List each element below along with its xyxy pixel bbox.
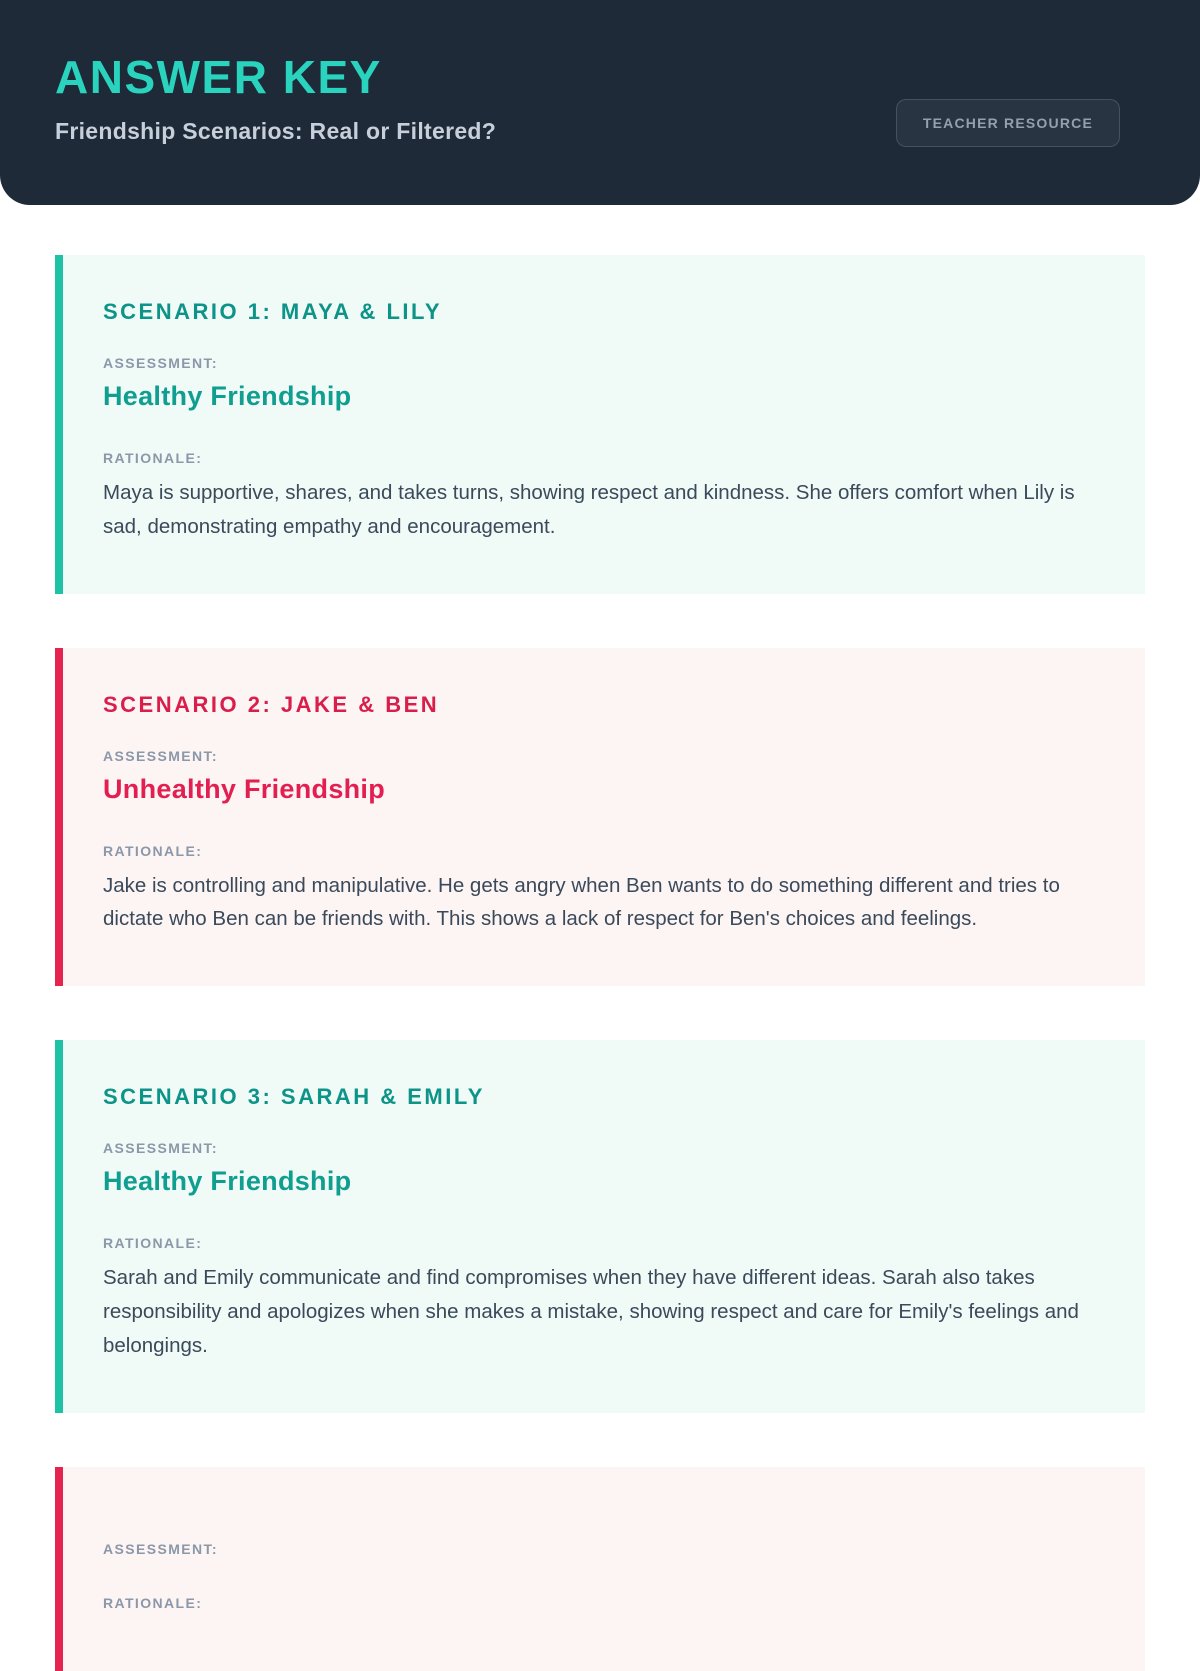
page-subtitle: Friendship Scenarios: Real or Filtered?: [55, 118, 497, 144]
header: [0, 0, 1200, 205]
rationale-label: RATIONALE:: [103, 842, 203, 859]
assessment-label: ASSESSMENT:: [103, 1140, 218, 1157]
scenario-title: SCENARIO 2: JAKE & BEN: [103, 691, 440, 717]
rationale-label: RATIONALE:: [103, 450, 203, 466]
scenario-card: [55, 648, 1145, 987]
teacher-resource-badge: TEACHER RESOURCE: [896, 99, 1120, 147]
rationale-text: Maya is supportive, shares, and takes turns, showing respect and kindness. She offers comfort when Lily is sad, demonstrating empathy and encouragement.: [103, 481, 1075, 538]
scenario-title: SCENARIO 1: MAYA & LILY: [103, 299, 443, 324]
rationale-label: RATIONALE:: [103, 1235, 203, 1252]
assessment-value: Unhealthy Friendship: [103, 773, 386, 804]
rationale-text: Sarah and Emily communicate and find compromises when they have different ideas. Sarah also takes responsibility and apologizes when she makes a mistake, showing respect and care for Emily's feelings and belongings.: [103, 1266, 1079, 1357]
scenario-title: SCENARIO 3: SARAH & EMILY: [103, 1084, 485, 1110]
assessment-label: ASSESSMENT:: [103, 1540, 218, 1557]
scenario-card: [55, 255, 1145, 594]
rationale-text: Jake is controlling and manipulative. He gets angry when Ben wants to do something different and tries to dictate who Ben can be friends with. This shows a lack of respect for Ben's choices and feelings.: [103, 873, 1060, 931]
page-title: ANSWER KEY: [55, 51, 382, 103]
scenario-card: [55, 1040, 1145, 1412]
assessment-value: Healthy Friendship: [103, 1166, 352, 1197]
assessment-label: ASSESSMENT:: [103, 355, 218, 371]
scenario-list: [0, 205, 1200, 1671]
assessment-value: Healthy Friendship: [103, 381, 352, 411]
assessment-label: ASSESSMENT:: [103, 747, 218, 764]
scenario-card: [55, 1467, 1145, 1671]
rationale-label: RATIONALE:: [103, 1594, 203, 1611]
